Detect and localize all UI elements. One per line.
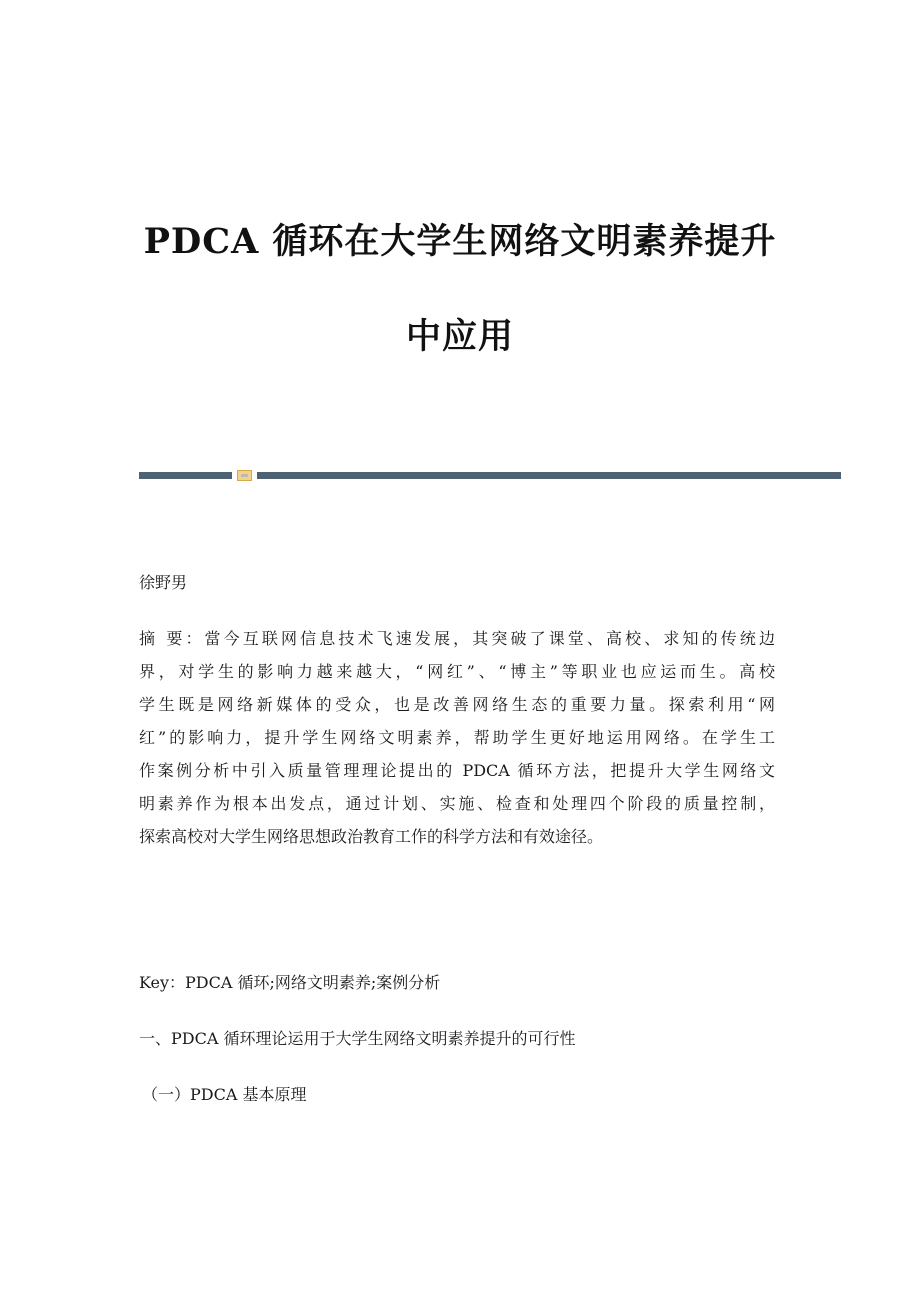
abstract-line: 红”的影响力，提升学生网络文明素养，帮助学生更好地运用网络。在学生工 (139, 728, 775, 747)
divider-bar-right (257, 472, 841, 479)
divider-bar-left (139, 472, 232, 479)
abstract-line: 明素养作为根本出发点，通过计划、实施、检查和处理四个阶段的质量控制， (139, 794, 775, 813)
subsection-heading: （一）PDCA 基本原理 (142, 1085, 307, 1104)
abstract-line: 作案例分析中引入质量管理理论提出的 PDCA 循环方法，把提升大学生网络文 (139, 761, 775, 780)
document-title-line-1: PDCA 循环在大学生网络文明素养提升 (143, 221, 777, 262)
abstract-line: 摘 要：當今互联网信息技术飞速发展，其突破了课堂、高校、求知的传统边 (139, 629, 775, 648)
divider-ornament-icon (237, 470, 252, 481)
abstract-paragraph (139, 622, 775, 853)
document-title-line-2: 中应用 (405, 316, 514, 357)
author-name: 徐野男 (139, 573, 188, 592)
section-heading: 一、PDCA 循环理论运用于大学生网络文明素养提升的可行性 (139, 1029, 576, 1048)
abstract-line: 界，对学生的影响力越来越大，“网红”、“博主”等职业也应运而生。高校 (139, 662, 775, 681)
title-divider (139, 470, 841, 480)
abstract-line: 探索高校对大学生网络思想政治教育工作的科学方法和有效途径。 (139, 827, 604, 846)
abstract-line: 学生既是网络新媒体的受众，也是改善网络生态的重要力量。探索利用“网 (139, 695, 775, 714)
keywords: Key：PDCA 循环;网络文明素养;案例分析 (139, 973, 441, 992)
